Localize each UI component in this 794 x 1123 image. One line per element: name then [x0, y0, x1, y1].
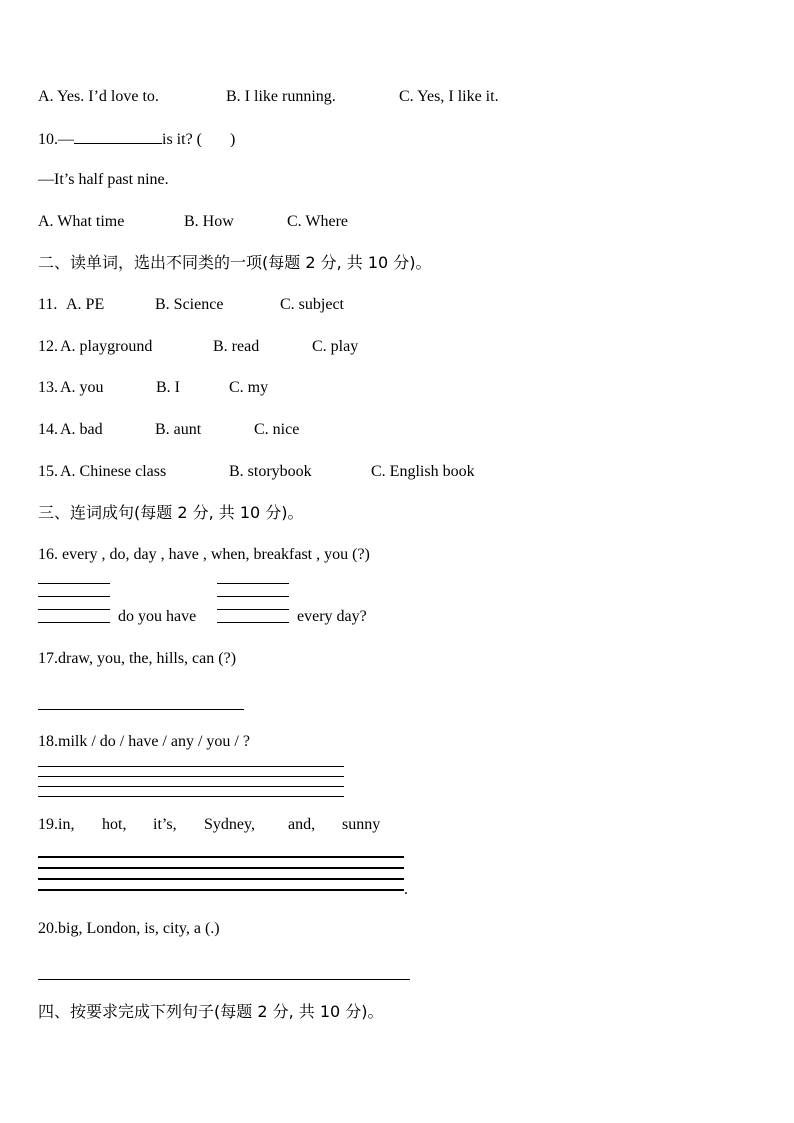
q16-prompt: 16. every , do, day , have , when, breakfast , you (?)	[38, 546, 370, 563]
q11-number: 11.	[38, 296, 58, 313]
q15-row	[38, 462, 638, 482]
q13-option-a: A. you	[60, 379, 104, 396]
q11-option-c: C. subject	[280, 296, 344, 313]
q19-period: .	[404, 881, 408, 898]
q10-options	[38, 212, 638, 232]
q10-option-b: B. How	[184, 213, 234, 230]
q19-answer-line-3[interactable]	[38, 878, 404, 880]
q16-blank-1a[interactable]	[38, 583, 110, 584]
q14-option-b: B. aunt	[155, 421, 202, 438]
q11-option-a: A. PE	[66, 296, 105, 313]
q16-blank-2d[interactable]	[217, 622, 289, 623]
section2-title: 二、读单词，选出不同类的一项(每题 2 分, 共 10 分)。	[38, 253, 432, 272]
q12-option-c: C. play	[312, 338, 359, 355]
q16-blank-2b[interactable]	[217, 596, 289, 597]
q9-option-a: A. Yes. I’d love to.	[38, 88, 159, 105]
q19-answer-line-2[interactable]	[38, 867, 404, 869]
q16-blank-1c[interactable]	[38, 609, 110, 610]
q10-close: )	[230, 131, 236, 148]
q20-prompt: 20.big, London, is, city, a (.)	[38, 920, 220, 937]
q12-option-a: A. playground	[60, 338, 153, 355]
q10-question	[38, 129, 235, 150]
q19-word-1: hot,	[102, 816, 127, 833]
q17-answer-line[interactable]	[38, 709, 244, 710]
q17-prompt: 17.draw, you, the, hills, can (?)	[38, 650, 237, 667]
q19-answer-line-1[interactable]	[38, 856, 404, 858]
q10-number: 10.—	[38, 131, 74, 148]
q14-row	[38, 420, 638, 440]
q20-answer-line[interactable]	[38, 979, 410, 980]
q9-option-b: B. I like running.	[226, 88, 336, 105]
q16-end-text: every day?	[297, 608, 367, 625]
q10-blank[interactable]	[74, 129, 162, 144]
q18-answer-line-2[interactable]	[38, 776, 344, 777]
q9-options	[38, 87, 738, 107]
q18-prompt: 18.milk / do / have / any / you / ?	[38, 733, 250, 750]
q19-word-5: sunny	[342, 816, 381, 833]
q13-option-b: B. I	[156, 379, 180, 396]
section4-title: 四、按要求完成下列句子(每题 2 分, 共 10 分)。	[38, 1002, 384, 1021]
q10-suffix: is it? (	[162, 131, 202, 148]
q15-option-c: C. English book	[371, 463, 475, 480]
q19-word-4: and,	[288, 816, 316, 833]
q14-option-a: A. bad	[60, 421, 103, 438]
section3-title: 三、连词成句(每题 2 分, 共 10 分)。	[38, 503, 304, 522]
q12-option-b: B. read	[213, 338, 260, 355]
q11-option-b: B. Science	[155, 296, 224, 313]
q12-number: 12.	[38, 338, 58, 355]
q15-option-b: B. storybook	[229, 463, 312, 480]
q12-row	[38, 337, 638, 357]
q9-option-c: C. Yes, I like it.	[399, 88, 499, 105]
q16-blank-2a[interactable]	[217, 583, 289, 584]
q11-row	[38, 295, 638, 315]
q10-option-a: A. What time	[38, 213, 125, 230]
q19-word-2: it’s,	[153, 816, 177, 833]
q15-option-a: A. Chinese class	[60, 463, 167, 480]
q10-option-c: C. Where	[287, 213, 349, 230]
q16-blank-2c[interactable]	[217, 609, 289, 610]
q10-answer-line: —It’s half past nine.	[38, 171, 169, 188]
q15-number: 15.	[38, 463, 58, 480]
q18-answer-line-1[interactable]	[38, 766, 344, 767]
q19-word-3: Sydney,	[204, 816, 255, 833]
q16-blank-1d[interactable]	[38, 622, 110, 623]
q13-row	[38, 378, 638, 398]
q13-number: 13.	[38, 379, 58, 396]
q19-answer-line-4[interactable]	[38, 889, 404, 891]
q13-option-c: C. my	[229, 379, 269, 396]
q18-answer-line-4[interactable]	[38, 796, 344, 797]
q18-answer-line-3[interactable]	[38, 786, 344, 787]
q19-number: 19.in,	[38, 816, 75, 833]
q19-prompt	[38, 815, 438, 835]
q16-mid-text: do you have	[118, 608, 197, 625]
q16-blank-1b[interactable]	[38, 596, 110, 597]
q14-option-c: C. nice	[254, 421, 300, 438]
q14-number: 14.	[38, 421, 58, 438]
